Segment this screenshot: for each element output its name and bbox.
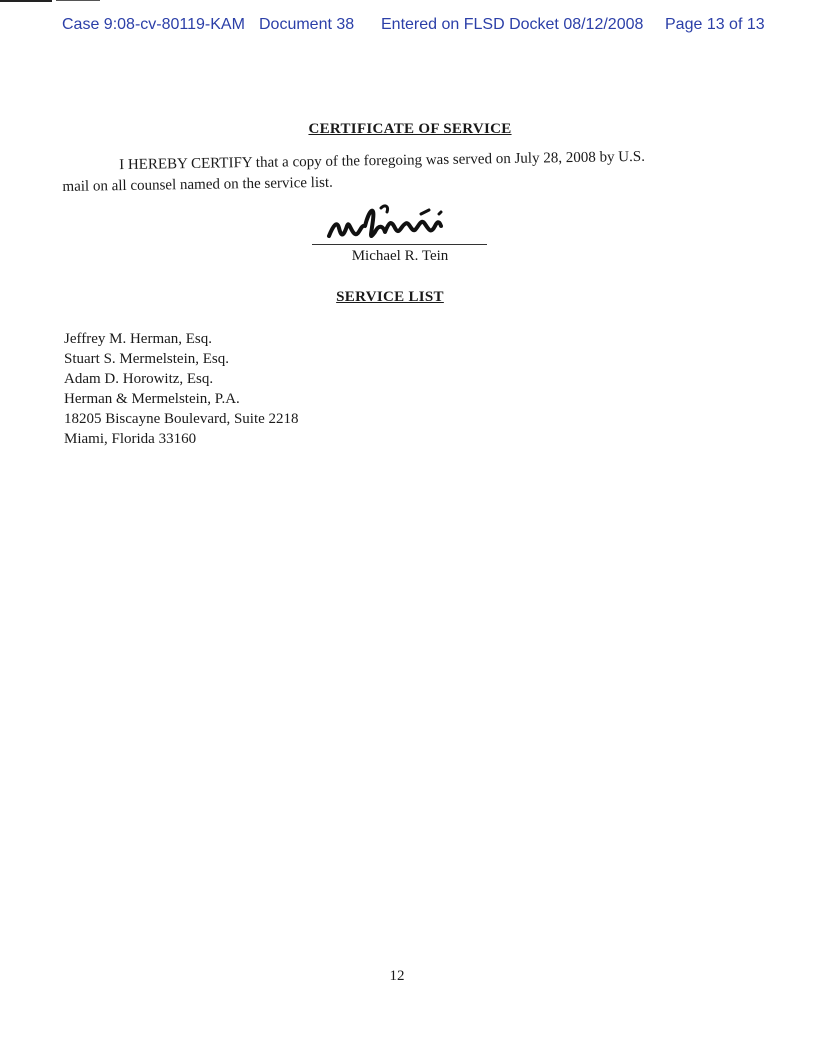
service-list-line: Adam D. Horowitz, Esq. xyxy=(64,371,214,387)
certificate-title: CERTIFICATE OF SERVICE xyxy=(308,121,512,137)
service-list-line: Stuart S. Mermelstein, Esq. xyxy=(64,351,229,367)
certificate-line-1: I HEREBY CERTIFY that a copy of the foregoing was served on July 28, 2008 by U.S. xyxy=(119,148,646,174)
service-list-address xyxy=(64,329,299,449)
certificate-paragraph xyxy=(62,145,763,198)
page-indicator: Page 13 of 13 xyxy=(665,16,765,33)
service-list-line: Jeffrey M. Herman, Esq. xyxy=(64,331,213,347)
service-list-title: SERVICE LIST xyxy=(336,289,444,305)
page-number: 12 xyxy=(389,968,405,984)
handwritten-signature xyxy=(325,196,455,248)
case-number: Case 9:08-cv-80119-KAM xyxy=(62,16,245,33)
scan-artifact xyxy=(0,0,100,4)
docket-entry-date: Entered on FLSD Docket 08/12/2008 xyxy=(381,16,644,33)
signature-line xyxy=(312,244,487,245)
service-list-line: Herman & Mermelstein, P.A. xyxy=(64,391,240,407)
service-list-line: 18205 Biscayne Boulevard, Suite 2218 xyxy=(64,411,299,427)
service-list-line: Miami, Florida 33160 xyxy=(64,431,197,447)
certificate-line-2: mail on all counsel named on the service list. xyxy=(62,174,333,195)
document-number: Document 38 xyxy=(259,16,355,33)
signer-name: Michael R. Tein xyxy=(351,248,449,264)
